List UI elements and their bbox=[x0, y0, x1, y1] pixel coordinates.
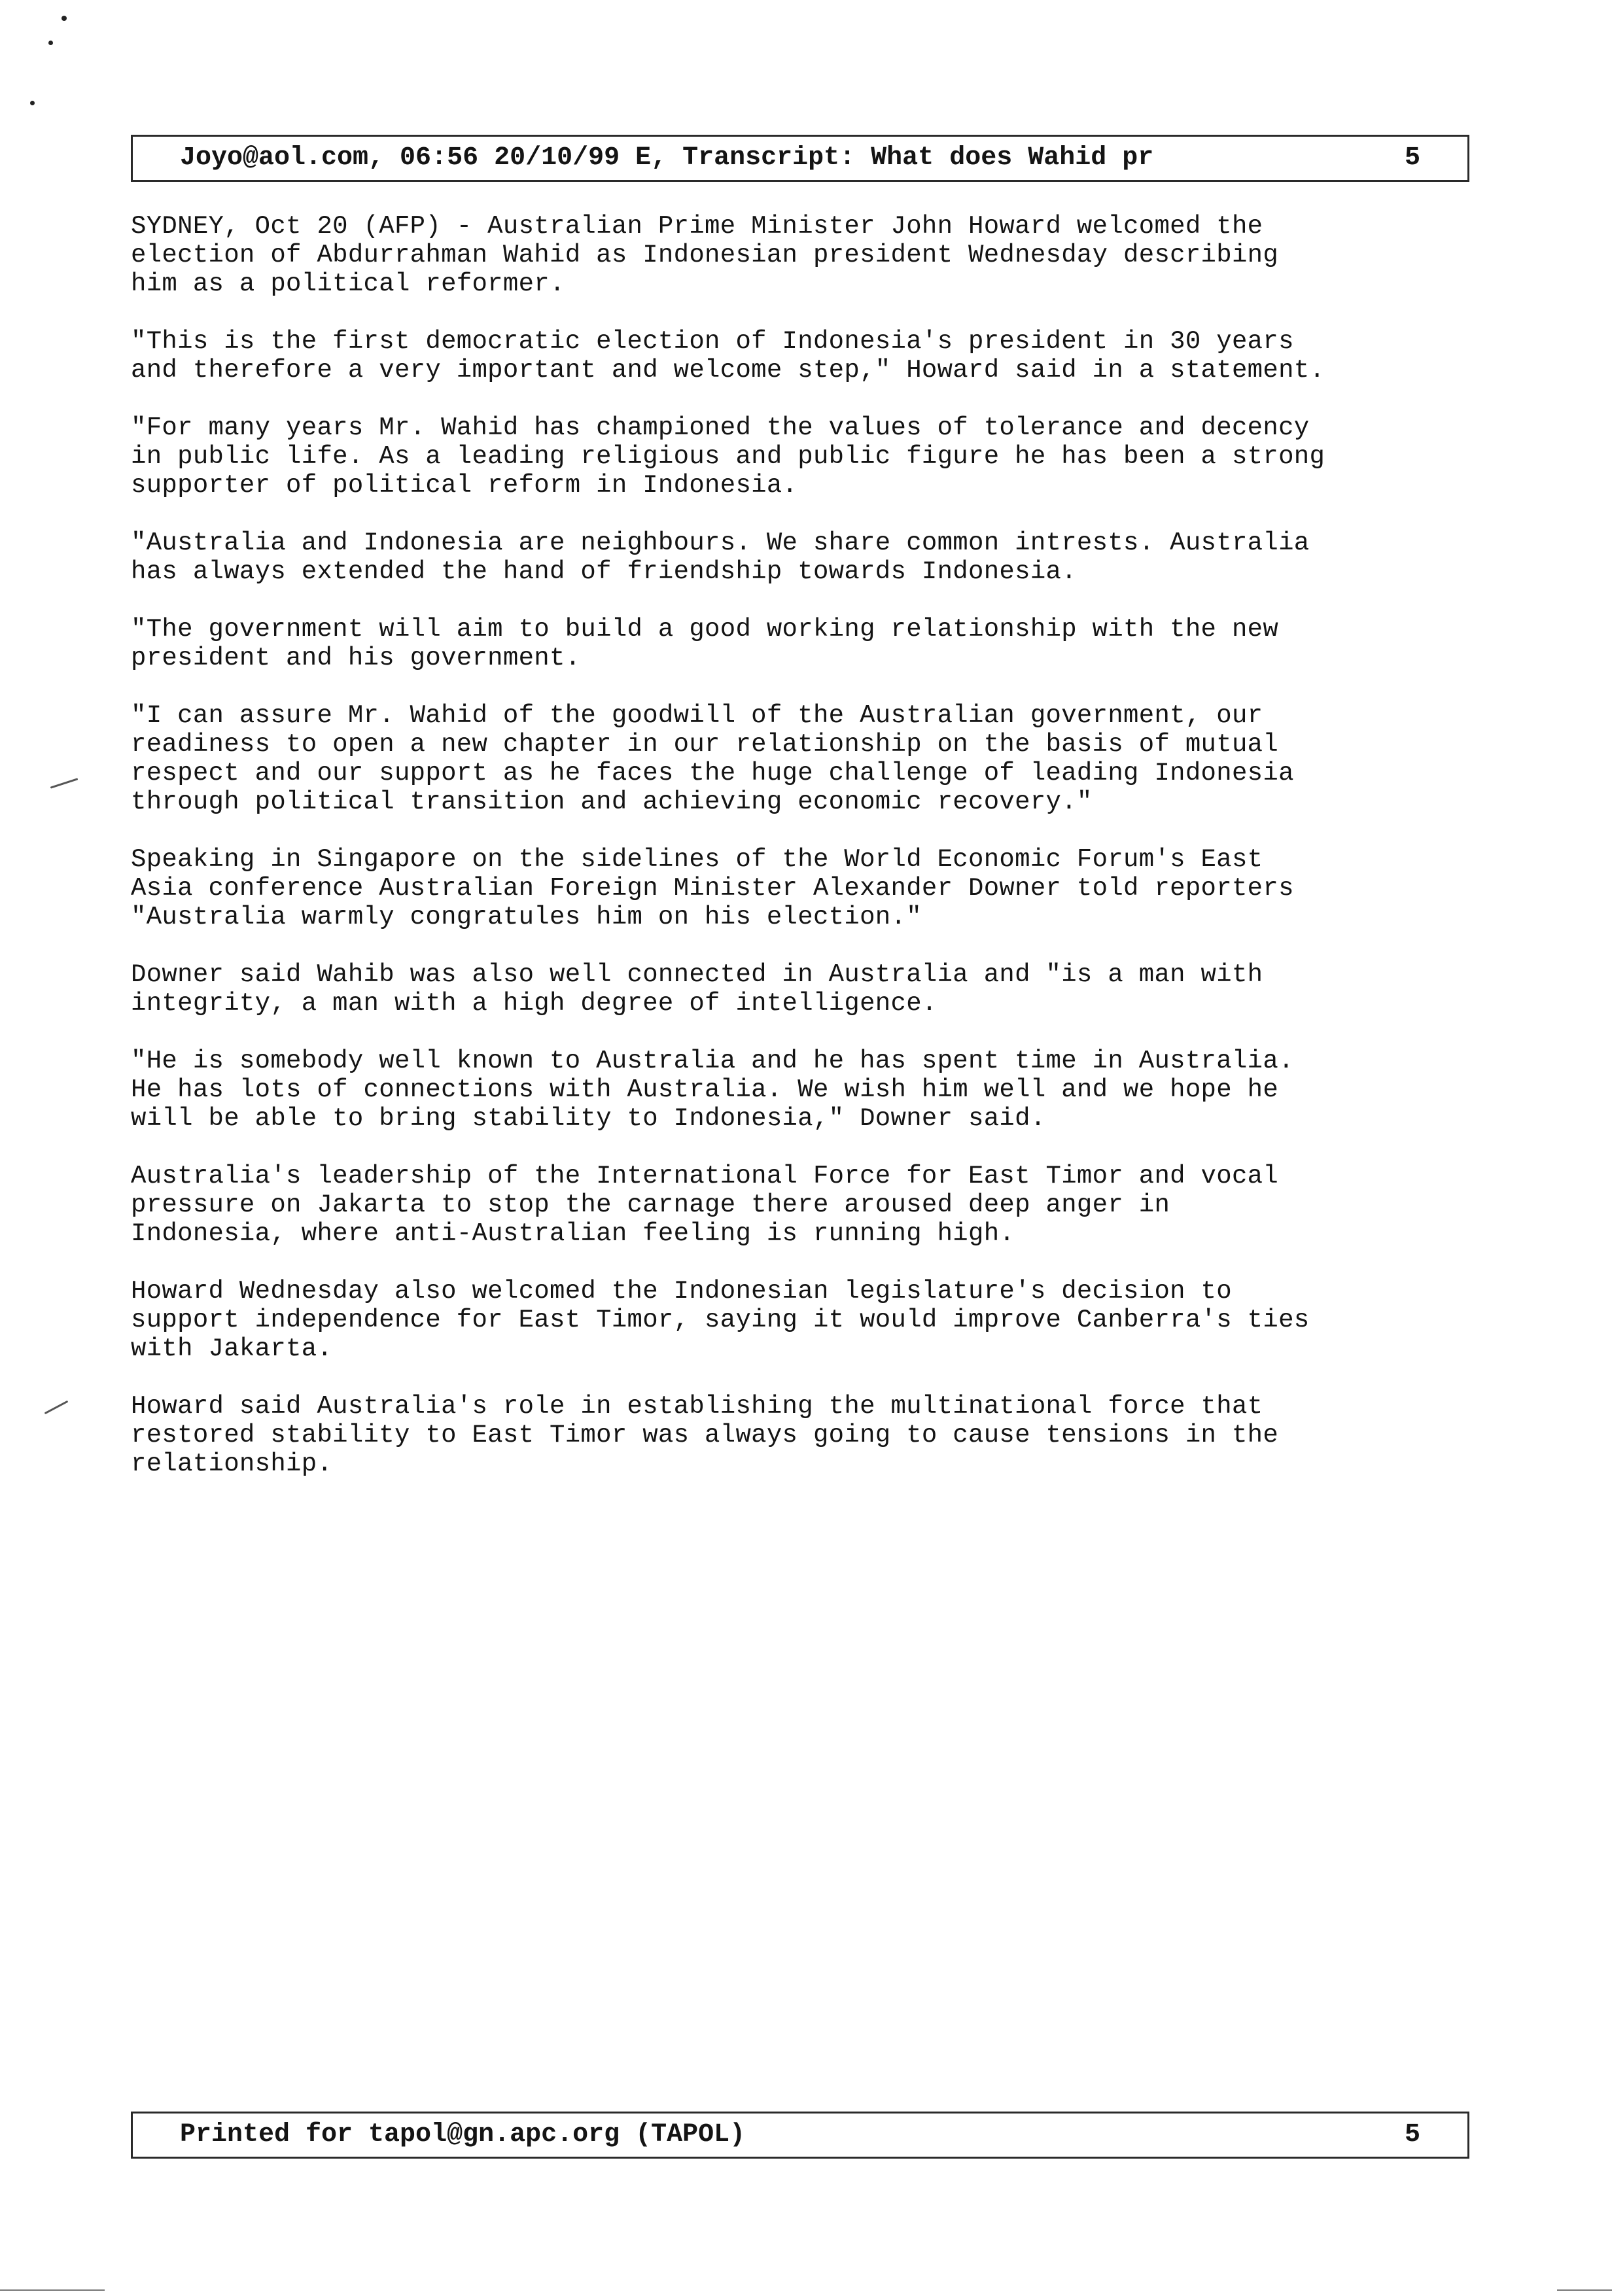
paragraph: Howard Wednesday also welcomed the Indonesian legislature's decision to support independence for East Timor, saying it would improve Canberra's ties with Jakarta. bbox=[131, 1277, 1310, 1363]
scan-speck bbox=[30, 101, 35, 105]
paragraph: Downer said Wahib was also well connected in Australia and "is a man with integrity, a man with a high degree of intelligence. bbox=[131, 960, 1263, 1018]
scan-speck bbox=[50, 778, 79, 788]
scan-speck bbox=[44, 1400, 69, 1414]
paragraph: "This is the first democratic election of Indonesia's president in 30 years and therefore a very important and welcome step," Howard said in a statement. bbox=[131, 327, 1325, 385]
scan-edge-line bbox=[1557, 2289, 1612, 2291]
article-body bbox=[131, 212, 1465, 1507]
paragraph: "For many years Mr. Wahid has championed the values of tolerance and decency in public life. As a leading religious and public figure he has been a strong supporter of political reform in Indonesia. bbox=[131, 413, 1325, 500]
paragraph: "He is somebody well known to Australia and he has spent time in Australia. He has lots of connections with Australia. We wish him well and we hope he will be able to bring stability to Indonesia," Downer said. bbox=[131, 1047, 1294, 1133]
footer-bar bbox=[131, 2112, 1469, 2159]
header-text: Joyo@aol.com, 06:56 20/10/99 E, Transcript: What does Wahid pr bbox=[180, 143, 1154, 173]
footer-text: Printed for tapol@gn.apc.org (TAPOL) bbox=[180, 2120, 746, 2149]
paragraph: "Australia and Indonesia are neighbours. We share common intrests. Australia has always extended the hand of friendship towards Indonesia. bbox=[131, 529, 1310, 586]
paragraph: SYDNEY, Oct 20 (AFP) - Australian Prime Minister John Howard welcomed the election of Abdurrahman Wahid as Indonesian president Wednesday describing him as a political reformer. bbox=[131, 212, 1279, 298]
header-page-number: 5 bbox=[1404, 143, 1420, 173]
header-bar bbox=[131, 135, 1469, 182]
footer-page-number: 5 bbox=[1404, 2120, 1420, 2149]
scan-speck bbox=[48, 41, 53, 45]
paragraph: Speaking in Singapore on the sidelines of the World Economic Forum's East Asia conference Australian Foreign Minister Alexander Downer told reporters "Australia warmly congratules him on his election." bbox=[131, 845, 1294, 931]
scan-speck bbox=[61, 16, 67, 21]
paragraph: Australia's leadership of the International Force for East Timor and vocal pressure on Jakarta to stop the carnage there aroused deep anger in Indonesia, where anti-Australian feeling is running high. bbox=[131, 1162, 1279, 1248]
paragraph: "I can assure Mr. Wahid of the goodwill of the Australian government, our readiness to open a new chapter in our relationship on the basis of mutual respect and our support as he faces the huge challenge of leading Indonesia through political transition and achieving economic recovery." bbox=[131, 701, 1294, 816]
paragraph: Howard said Australia's role in establishing the multinational force that restored stability to East Timor was always going to cause tensions in the relationship. bbox=[131, 1392, 1279, 1478]
paragraph: "The government will aim to build a good working relationship with the new president and his government. bbox=[131, 615, 1279, 672]
scan-edge-line bbox=[0, 2289, 105, 2291]
